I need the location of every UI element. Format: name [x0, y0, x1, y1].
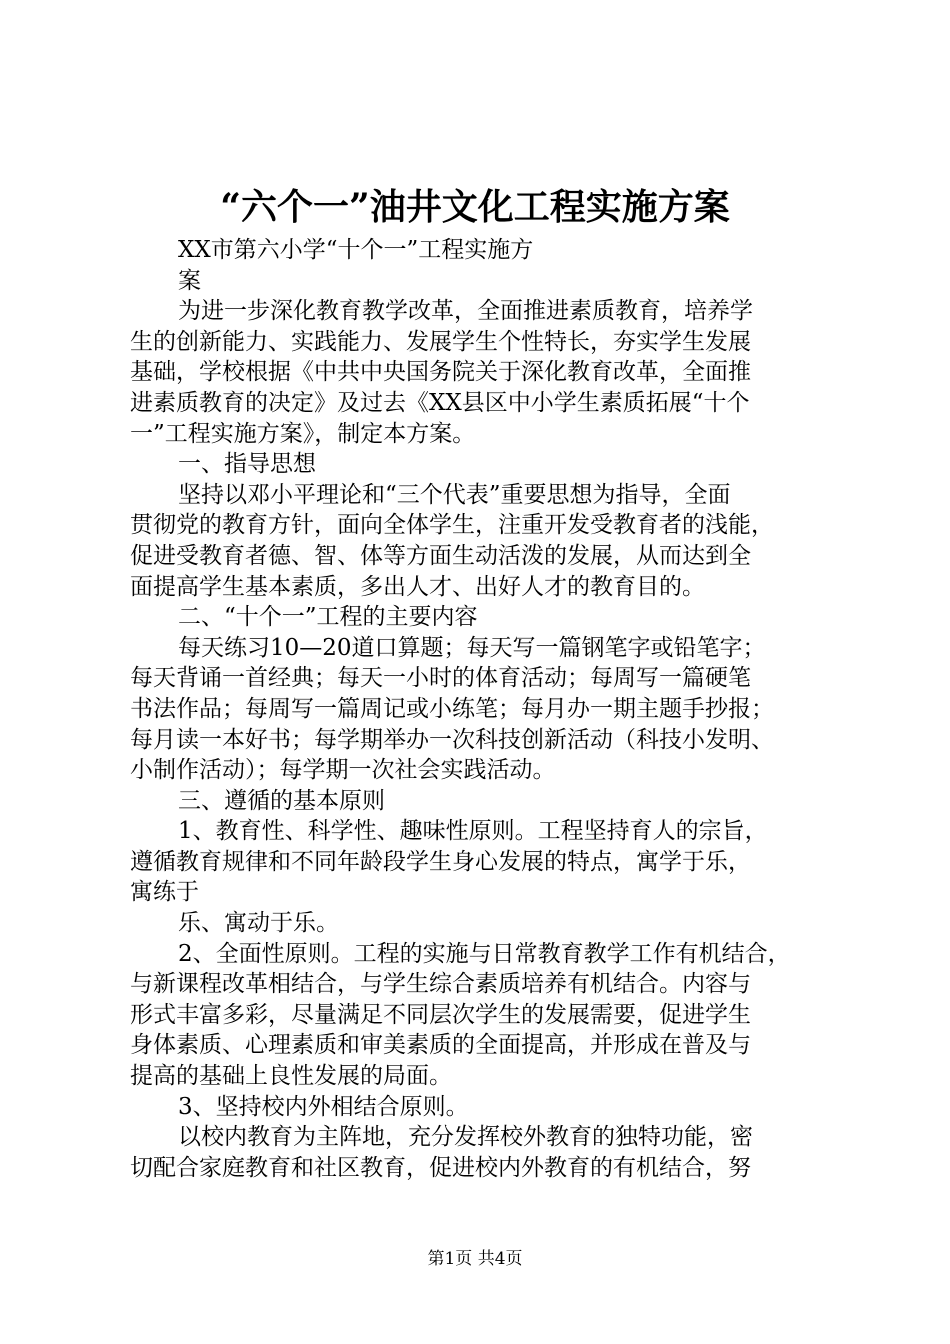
paragraph-line: 基础，学校根据《中共中央国务院关于深化教育改革，全面推 — [130, 359, 751, 386]
paragraph-line: 一”工程实施方案》，制定本方案。 — [130, 420, 476, 447]
paragraph-line: 2、全面性原则。工程的实施与日常教育教学工作有机结合， — [178, 940, 791, 967]
paragraph-line: 每天背诵一首经典；每天一小时的体育活动；每周写一篇硬笔 — [130, 665, 751, 692]
document-body — [130, 235, 830, 1183]
paragraph-line: 促进受教育者德、智、体等方面生动活泼的发展，从而达到全 — [130, 542, 751, 569]
paragraph-line: 生的创新能力、实践能力、发展学生个性特长，夯实学生发展 — [130, 328, 751, 355]
paragraph-line: 遵循教育规律和不同年龄段学生身心发展的特点，寓学于乐， — [130, 848, 751, 875]
paragraph-line: 形式丰富多彩，尽量满足不同层次学生的发展需要，促进学生 — [130, 1001, 751, 1028]
paragraph-line: 每天练习10—20道口算题；每天写一篇钢笔字或铅笔字； — [178, 634, 766, 661]
paragraph-line: 书法作品；每周写一篇周记或小练笔；每月办一期主题手抄报； — [130, 695, 774, 722]
paragraph-line: 与新课程改革相结合，与学生综合素质培养有机结合。内容与 — [130, 971, 751, 998]
paragraph-line: 每月读一本好书；每学期举办一次科技创新活动（科技小发明、 — [130, 726, 774, 753]
subtitle-line: XX市第六小学“十个一”工程实施方 — [178, 237, 534, 263]
section-heading: 二、“十个一”工程的主要内容 — [178, 604, 478, 631]
paragraph-line: 寓练于 — [130, 879, 199, 906]
section-heading: 一、指导思想 — [178, 451, 316, 478]
paragraph-line: 以校内教育为主阵地，充分发挥校外教育的独特功能，密 — [178, 1124, 753, 1151]
paragraph-line: 面提高学生基本素质，多出人才、出好人才的教育目的。 — [130, 573, 705, 600]
subtitle-line: 案 — [178, 267, 201, 294]
paragraph-line: 身体素质、心理素质和审美素质的全面提高，并形成在普及与 — [130, 1032, 751, 1059]
paragraph-line: 坚持以邓小平理论和“三个代表”重要思想为指导，全面 — [178, 481, 731, 508]
paragraph-line: 进素质教育的决定》及过去《XX县区中小学生素质拓展“十个 — [130, 389, 750, 416]
page-number-footer: 第1页 共4页 — [427, 1249, 523, 1269]
section-heading: 三、遵循的基本原则 — [178, 787, 385, 814]
paragraph-line: 为进一步深化教育教学改革，全面推进素质教育，培养学 — [178, 298, 753, 325]
paragraph-line: 1、教育性、科学性、趣味性原则。工程坚持育人的宗旨， — [178, 818, 768, 845]
document-title: “六个一”油井文化工程实施方案 — [220, 186, 730, 228]
paragraph-line: 贯彻党的教育方针，面向全体学生，注重开发受教育者的浅能， — [130, 512, 774, 539]
paragraph-line: 提高的基础上良性发展的局面。 — [130, 1063, 452, 1090]
paragraph-line: 小制作活动）；每学期一次社会实践活动。 — [130, 757, 556, 784]
paragraph-line: 乐、寓动于乐。 — [178, 910, 339, 937]
section-heading: 3、坚持校内外相结合原则。 — [178, 1093, 469, 1120]
paragraph-line: 切配合家庭教育和社区教育，促进校内外教育的有机结合，努 — [130, 1154, 751, 1181]
